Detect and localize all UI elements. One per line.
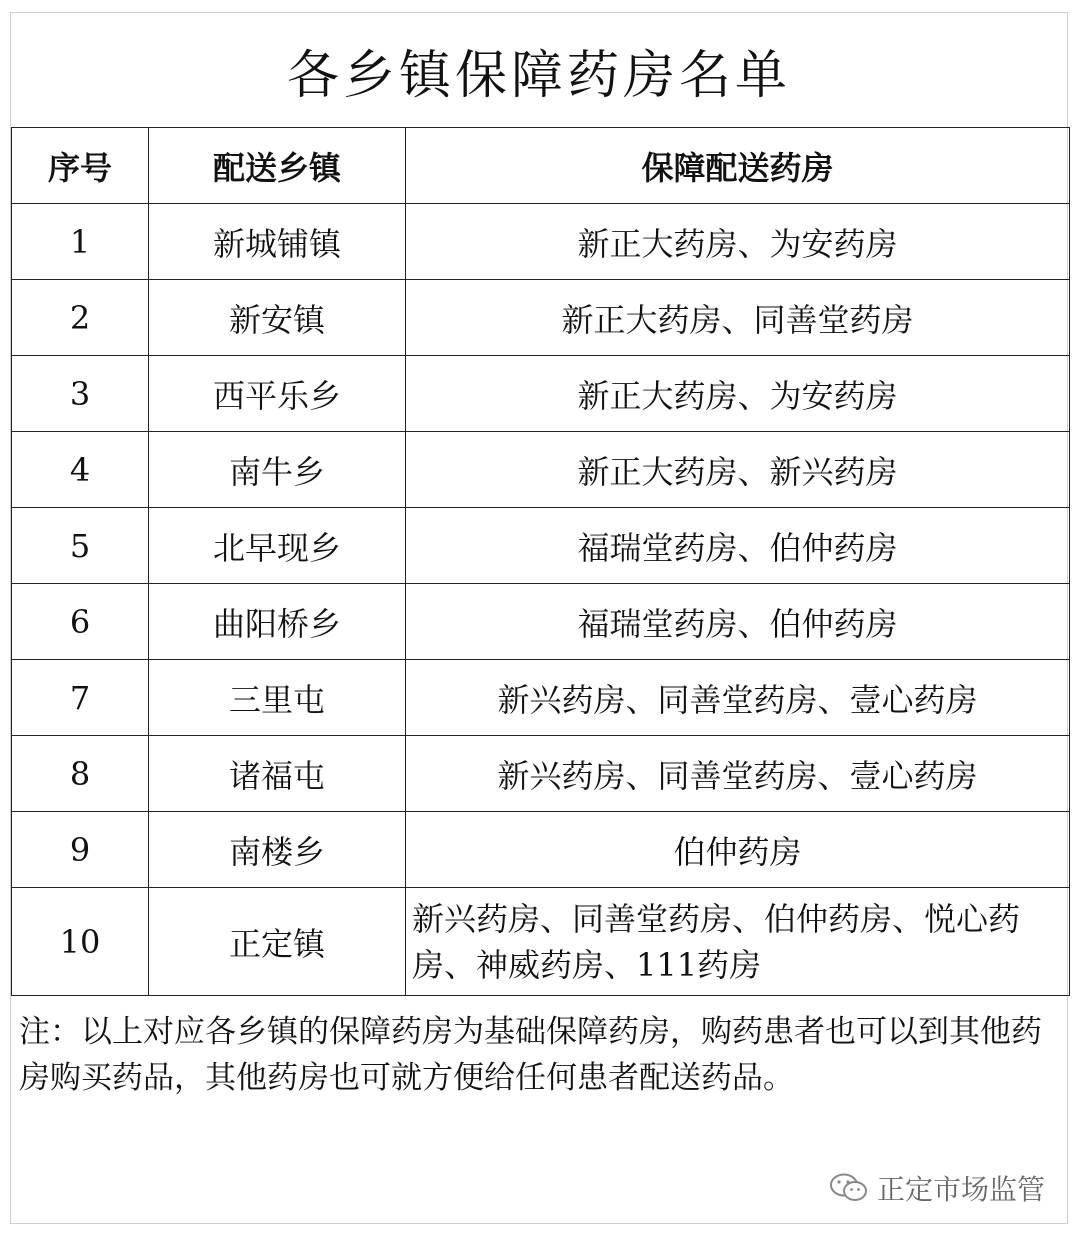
row-no: 9 — [12, 812, 149, 888]
pharmacy-table — [11, 127, 1070, 996]
row-pharmacies: 新正大药房、同善堂药房 — [406, 280, 1070, 356]
row-town: 新安镇 — [149, 280, 406, 356]
table-row — [12, 356, 1070, 432]
table-row — [12, 280, 1070, 356]
row-no: 2 — [12, 280, 149, 356]
row-pharmacies: 新兴药房、同善堂药房、壹心药房 — [406, 736, 1070, 812]
account-name: 正定市场监管 — [876, 1173, 1045, 1206]
row-pharmacies: 新正大药房、新兴药房 — [406, 432, 1070, 508]
row-town: 南楼乡 — [149, 812, 406, 888]
row-no: 7 — [12, 660, 149, 736]
table-row — [12, 432, 1070, 508]
row-pharmacies: 新兴药房、同善堂药房、伯仲药房、悦心药房、神威药房、111药房 — [406, 888, 1070, 996]
wechat-icon — [829, 1172, 869, 1204]
row-no: 8 — [12, 736, 149, 812]
row-town: 正定镇 — [149, 888, 406, 996]
row-no: 10 — [12, 888, 149, 996]
page-title: 各乡镇保障药房名单 — [286, 45, 791, 106]
table-row — [12, 584, 1070, 660]
row-no: 4 — [12, 432, 149, 508]
row-town: 三里屯 — [149, 660, 406, 736]
table-row — [12, 660, 1070, 736]
row-pharmacies: 新正大药房、为安药房 — [406, 356, 1070, 432]
account-watermark — [829, 1168, 1045, 1208]
row-pharmacies: 福瑞堂药房、伯仲药房 — [406, 584, 1070, 660]
row-town: 北早现乡 — [149, 508, 406, 584]
header-no: 序号 — [12, 128, 149, 204]
row-pharmacies: 伯仲药房 — [406, 812, 1070, 888]
row-town: 诸福屯 — [149, 736, 406, 812]
row-town: 西平乐乡 — [149, 356, 406, 432]
table-header-row — [12, 128, 1070, 204]
header-town: 配送乡镇 — [149, 128, 406, 204]
row-no: 5 — [12, 508, 149, 584]
row-no: 3 — [12, 356, 149, 432]
row-town: 曲阳桥乡 — [149, 584, 406, 660]
table-row — [12, 736, 1070, 812]
row-pharmacies: 新正大药房、为安药房 — [406, 204, 1070, 280]
row-pharmacies: 福瑞堂药房、伯仲药房 — [406, 508, 1070, 584]
footnote: 注：以上对应各乡镇的保障药房为基础保障药房，购药患者也可以到其他药房购买药品，其他药房也可就方便给任何患者配送药品。 — [19, 1014, 1042, 1096]
table-row — [12, 888, 1070, 996]
row-no: 6 — [12, 584, 149, 660]
table-row — [12, 812, 1070, 888]
row-town: 新城铺镇 — [149, 204, 406, 280]
table-row — [12, 508, 1070, 584]
row-town: 南牛乡 — [149, 432, 406, 508]
row-no: 1 — [12, 204, 149, 280]
header-pharmacies: 保障配送药房 — [406, 128, 1070, 204]
document-page — [10, 12, 1068, 1224]
row-pharmacies: 新兴药房、同善堂药房、壹心药房 — [406, 660, 1070, 736]
table-row — [12, 204, 1070, 280]
